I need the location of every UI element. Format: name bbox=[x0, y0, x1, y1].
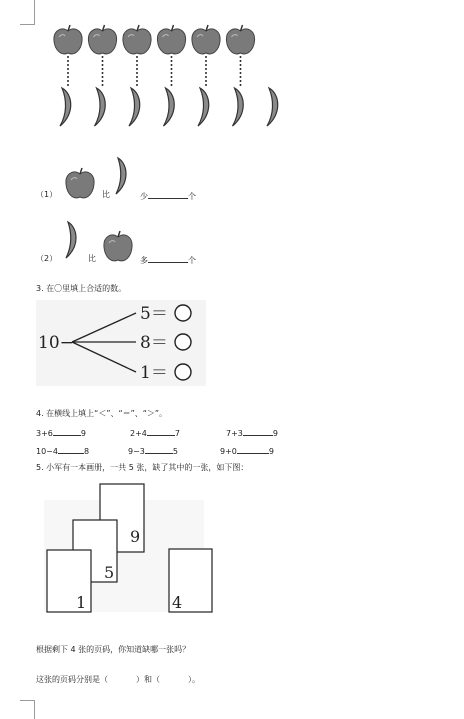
q4-blank[interactable] bbox=[58, 445, 84, 454]
q5-answer-line bbox=[36, 675, 200, 685]
q3-row-label: 8＝ bbox=[140, 333, 168, 353]
q5-answer-suffix: ）。 bbox=[188, 675, 200, 684]
banana-icon bbox=[233, 88, 244, 126]
q1-line2 bbox=[36, 254, 57, 264]
q1-line1-result-word: 少 bbox=[140, 192, 148, 201]
q4-expr-right: 7 bbox=[174, 429, 180, 438]
banana-icon bbox=[164, 88, 175, 126]
q4-expr-right: 8 bbox=[83, 447, 90, 456]
q1-line1-blank[interactable] bbox=[148, 190, 188, 199]
apple-icon bbox=[54, 25, 82, 54]
q4-blank[interactable] bbox=[145, 445, 173, 454]
q4-blank[interactable] bbox=[53, 427, 81, 436]
q4-item bbox=[220, 445, 274, 457]
q4-blank[interactable] bbox=[237, 445, 269, 454]
apple-icon bbox=[192, 25, 220, 54]
apples-bananas-figure bbox=[52, 22, 287, 134]
banana-icon bbox=[198, 88, 209, 126]
q4-expr-right: 9 bbox=[272, 429, 278, 438]
q1-line2-compare: 比 bbox=[88, 254, 96, 263]
q1-line2-blank[interactable] bbox=[148, 254, 188, 263]
apple-icon bbox=[102, 230, 134, 264]
banana-icon bbox=[62, 220, 84, 262]
page-number: 1 bbox=[76, 593, 87, 612]
apple-icon bbox=[88, 25, 116, 54]
q1-line1-number: （1） bbox=[36, 190, 58, 199]
q1-line1-compare: 比 bbox=[102, 190, 110, 199]
q3-row-label: 1＝ bbox=[140, 363, 168, 383]
q3-minuend: 10− bbox=[38, 333, 74, 353]
q1-line2-result bbox=[140, 254, 196, 266]
banana-icon bbox=[267, 88, 278, 126]
q4-blank[interactable] bbox=[243, 427, 273, 436]
q5-title: 5. 小军有一本画册，一共 5 张，缺了其中的一张，如下图： bbox=[36, 463, 249, 472]
apple-icon bbox=[64, 167, 96, 201]
q1-line2-unit: 个 bbox=[188, 256, 196, 265]
q4-expr-left: 7+3 bbox=[226, 429, 243, 438]
q4-expr-left: 2+4 bbox=[130, 429, 147, 438]
q3-answer-circle[interactable] bbox=[175, 364, 191, 380]
q3-diagram bbox=[36, 300, 206, 386]
banana-icon bbox=[60, 88, 71, 126]
q4-expr-left: 3+6 bbox=[36, 429, 53, 438]
q3-answer-circle[interactable] bbox=[175, 305, 191, 321]
q5-answer-prefix: 这张的页码分别是（ bbox=[36, 675, 108, 684]
q1-line1-result bbox=[140, 190, 196, 202]
corner-mark-top bbox=[20, 0, 35, 25]
q4-expr-right: 9 bbox=[268, 447, 274, 456]
banana-icon bbox=[129, 88, 140, 126]
q4-expr-left: 10−4 bbox=[36, 447, 58, 456]
q3-row-label: 5＝ bbox=[140, 304, 168, 324]
banana-icon bbox=[112, 156, 134, 198]
banana-icon bbox=[95, 88, 106, 126]
page-number: 5 bbox=[104, 563, 115, 582]
apple-icon bbox=[226, 25, 254, 54]
q4-item bbox=[128, 445, 178, 457]
q5-question: 根据剩下 4 张的页码，你知道缺哪一张吗？ bbox=[36, 645, 191, 654]
q1-line2-number: （2） bbox=[36, 254, 58, 263]
apple-icon bbox=[123, 25, 151, 54]
q1-line1 bbox=[36, 190, 57, 200]
q4-item bbox=[36, 427, 86, 439]
q4-expr-right: 5 bbox=[172, 447, 178, 456]
q4-expr-right: 9 bbox=[80, 429, 86, 438]
q5-pages-figure bbox=[36, 478, 226, 618]
q4-expr-left: 9+0 bbox=[220, 447, 237, 456]
q1-line1-unit: 个 bbox=[188, 192, 196, 201]
q4-item bbox=[226, 427, 278, 439]
q3-answer-circle[interactable] bbox=[175, 334, 191, 350]
q4-item bbox=[36, 445, 89, 457]
q5-answer-mid: ）和（ bbox=[136, 675, 160, 684]
q1-line2-result-word: 多 bbox=[140, 256, 148, 265]
q4-item bbox=[130, 427, 180, 439]
q3-title: 3. 在〇里填上合适的数。 bbox=[36, 284, 127, 293]
page-number: 9 bbox=[130, 527, 141, 546]
page-number: 4 bbox=[172, 593, 183, 612]
corner-mark-bottom bbox=[20, 700, 35, 719]
q4-expr-left: 9−3 bbox=[128, 447, 145, 456]
q4-title: 4. 在横线上填上“＜”、“＝”、“＞”。 bbox=[36, 409, 168, 418]
apple-icon bbox=[157, 25, 185, 54]
q4-blank[interactable] bbox=[147, 427, 175, 436]
